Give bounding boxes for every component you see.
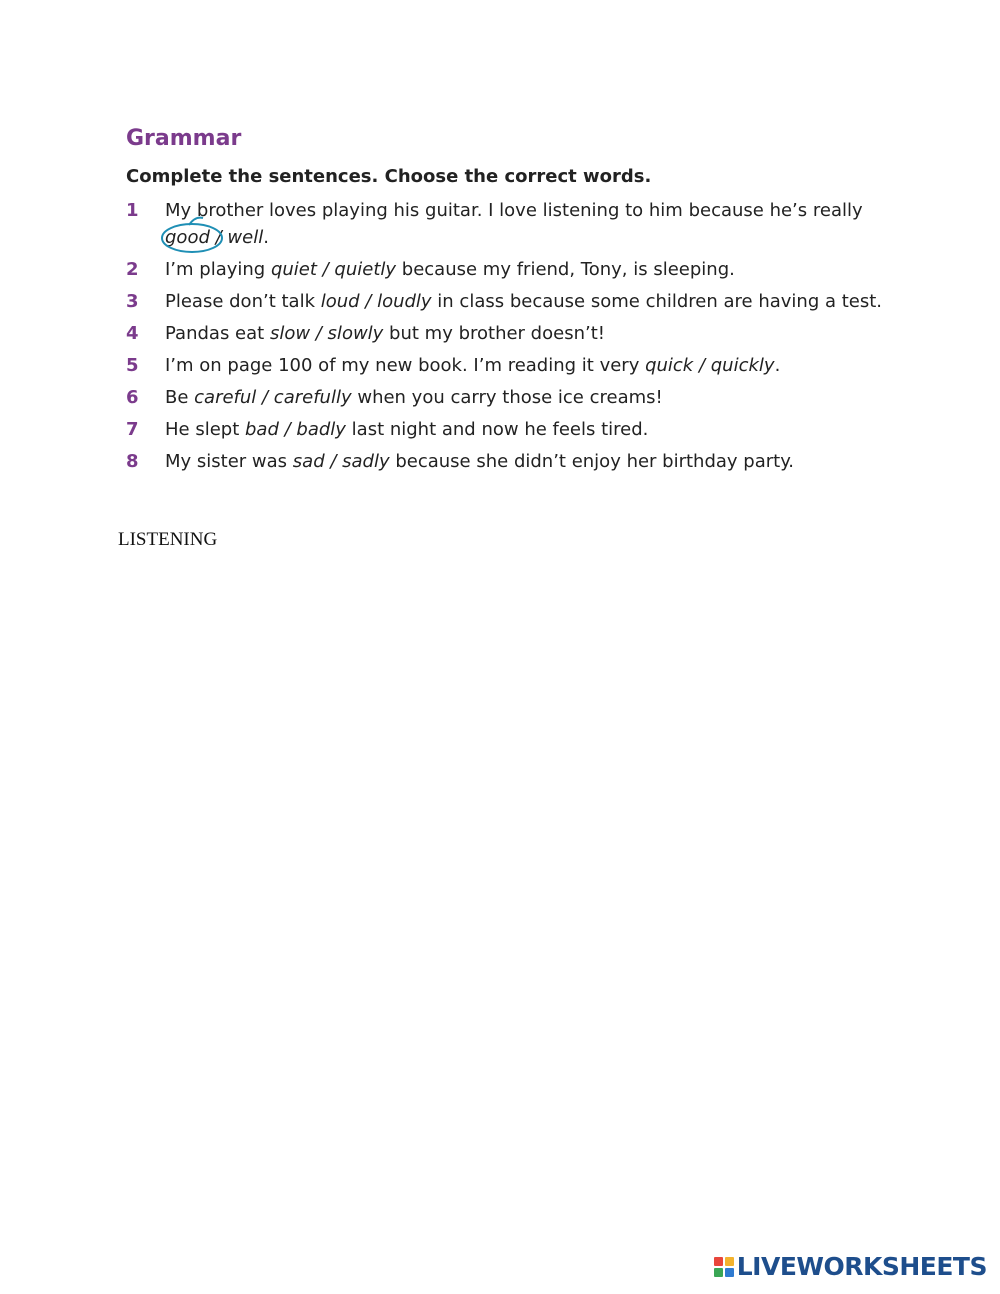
item-text-after: . bbox=[263, 227, 269, 248]
item-number: 1 bbox=[126, 200, 139, 221]
logo-wordmark: LIVEWORKSHEETS bbox=[736, 1252, 987, 1281]
exercise-item bbox=[126, 352, 886, 379]
item-number: 4 bbox=[126, 323, 139, 344]
answer-options[interactable]: careful / carefully bbox=[194, 387, 352, 408]
item-number: 6 bbox=[126, 387, 139, 408]
listening-label: LISTENING bbox=[118, 529, 218, 550]
item-text-after: because my friend, Tony, is sleeping. bbox=[396, 259, 735, 280]
instruction-text: Complete the sentences. Choose the correct words. bbox=[126, 166, 652, 187]
item-text-after: last night and now he feels tired. bbox=[345, 419, 649, 440]
item-number: 3 bbox=[126, 291, 139, 312]
answer-options[interactable]: loud / loudly bbox=[320, 291, 432, 312]
exercise-item bbox=[126, 448, 886, 475]
item-text-before: He slept bbox=[165, 419, 245, 440]
item-text-before: My brother loves playing his guitar. I love listening to him because he’s really bbox=[165, 200, 863, 221]
item-text-after: . bbox=[774, 355, 781, 376]
logo-square-i bbox=[725, 1257, 734, 1266]
exercise-item bbox=[126, 320, 886, 347]
item-text-before: I’m playing bbox=[165, 259, 271, 280]
item-text-before: Please don’t talk bbox=[165, 291, 321, 312]
item-number: 7 bbox=[126, 419, 139, 440]
answer-options[interactable]: bad / badly bbox=[245, 419, 346, 440]
item-text-before: My sister was bbox=[165, 451, 293, 472]
exercise-item bbox=[126, 256, 886, 283]
item-number: 5 bbox=[126, 355, 139, 376]
logo-mark-icon bbox=[714, 1257, 734, 1277]
item-number: 8 bbox=[126, 451, 139, 472]
answer-options[interactable]: quiet / quietly bbox=[270, 259, 397, 280]
item-text-after: when you carry those ice creams! bbox=[351, 387, 663, 408]
logo-square-v bbox=[714, 1268, 723, 1277]
answer-options: / well bbox=[215, 227, 264, 248]
section-heading: Grammar bbox=[126, 126, 242, 151]
circled-word: good bbox=[165, 227, 210, 248]
item-text-before: Pandas eat bbox=[165, 323, 270, 344]
exercise-item bbox=[126, 197, 886, 251]
item-number: 2 bbox=[126, 259, 139, 280]
logo-square-l bbox=[714, 1257, 723, 1266]
exercise-item bbox=[126, 288, 886, 315]
circled-answer[interactable] bbox=[165, 224, 210, 251]
liveworksheets-logo bbox=[714, 1252, 987, 1281]
exercise-list bbox=[126, 197, 886, 480]
item-text-after: in class because some children are having a test. bbox=[431, 291, 883, 312]
item-text-before: I’m on page 100 of my new book. I’m reading it very bbox=[165, 355, 646, 376]
item-text-after: because she didn’t enjoy her birthday party. bbox=[389, 451, 795, 472]
logo-square-e bbox=[725, 1268, 734, 1277]
answer-options[interactable]: quick / quickly bbox=[645, 355, 775, 376]
answer-options[interactable]: slow / slowly bbox=[269, 323, 384, 344]
answer-options[interactable]: sad / sadly bbox=[292, 451, 390, 472]
exercise-item bbox=[126, 384, 886, 411]
exercise-item bbox=[126, 416, 886, 443]
item-text-before: Be bbox=[165, 387, 195, 408]
item-text-after: but my brother doesn’t! bbox=[383, 323, 605, 344]
